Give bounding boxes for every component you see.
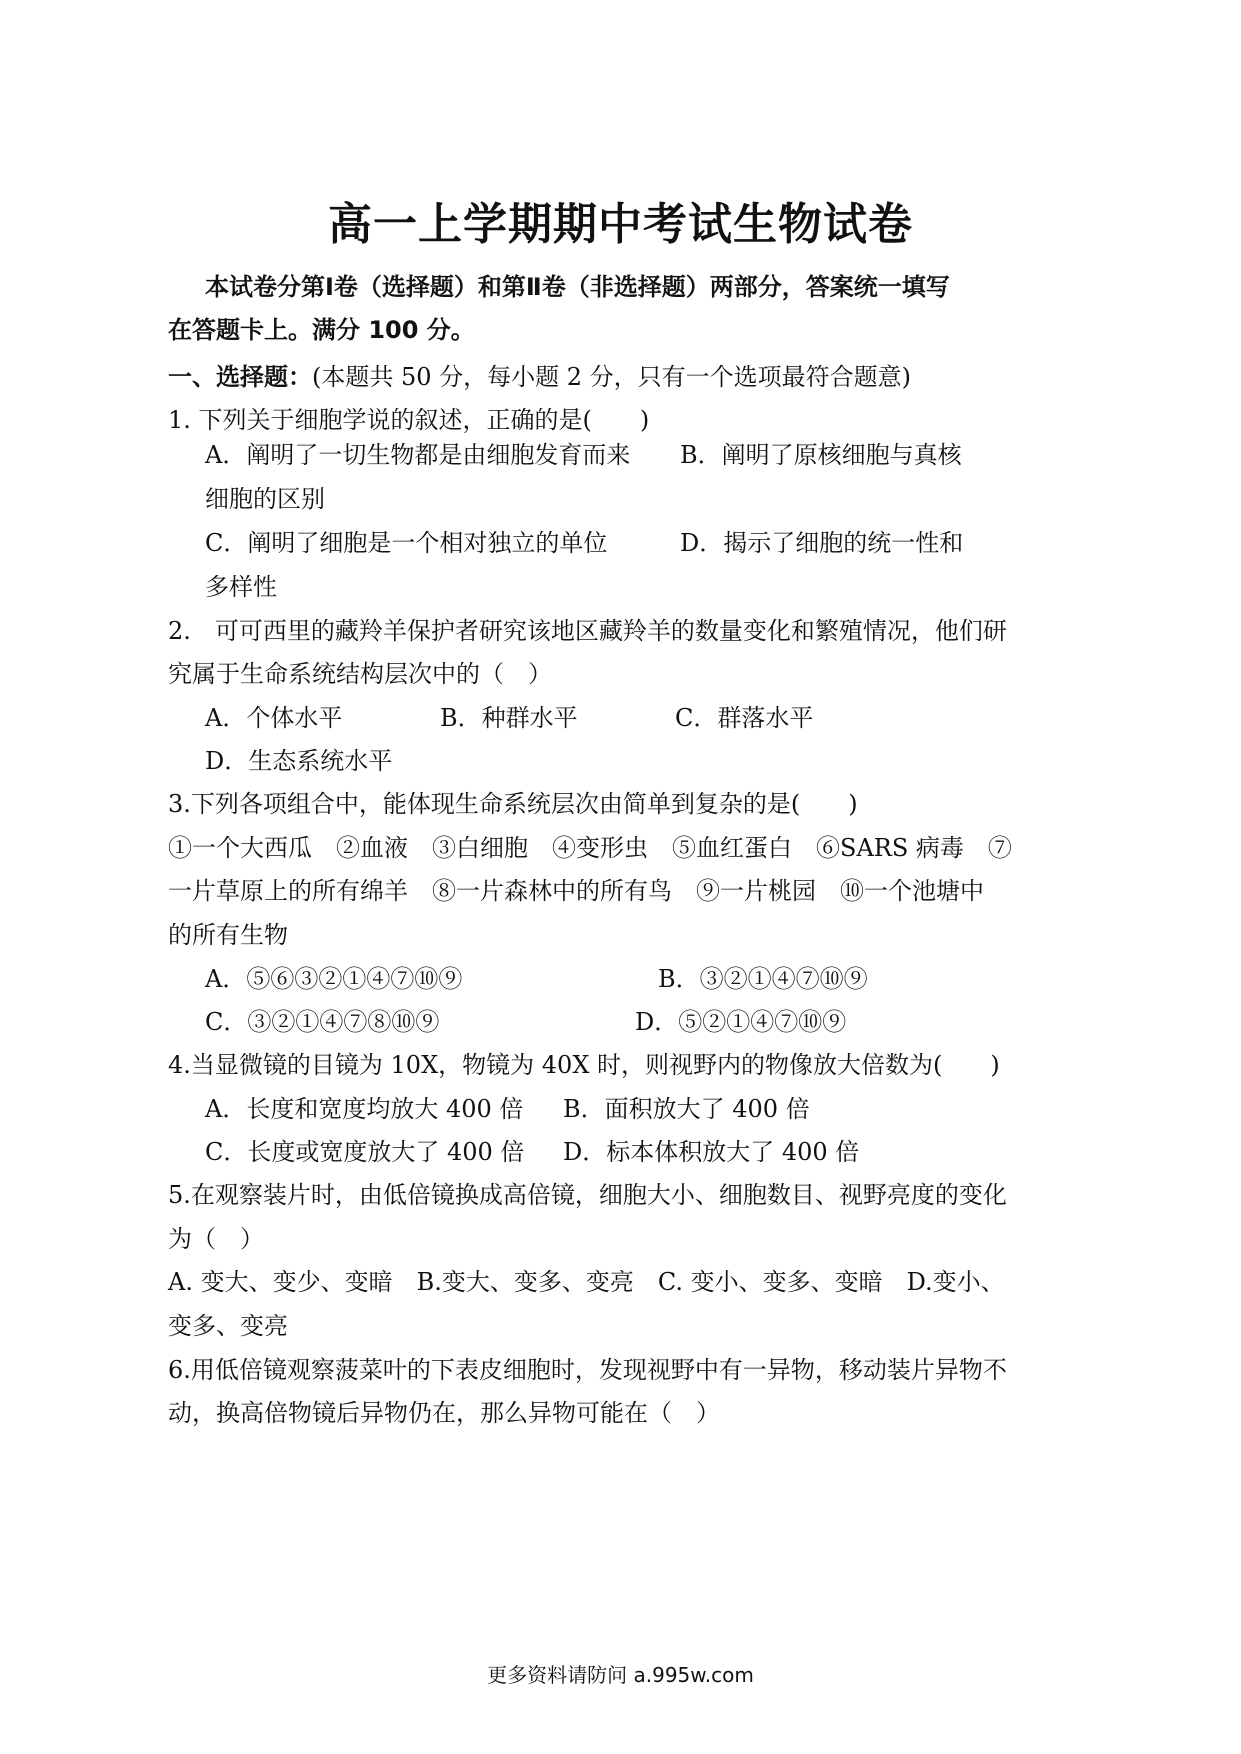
q3-stem-line-2: ①一个大西瓜 ②血液 ③白细胞 ④变形虫 ⑤血红蛋白 ⑥SARS 病毒 ⑦	[168, 834, 1012, 862]
q1-option-d: D．揭示了细胞的统一性和	[680, 529, 964, 557]
q3-stem-line-1: 3.下列各项组合中，能体现生命系统层次由简单到复杂的是( )	[168, 790, 858, 818]
q2-stem-line-2: 究属于生命系统结构层次中的（ ）	[168, 660, 552, 688]
q2-option-b: B．种群水平	[440, 704, 578, 732]
q3-stem-line-4: 的所有生物	[168, 921, 288, 949]
q1-stem: 1. 下列关于细胞学说的叙述，正确的是( )	[168, 406, 650, 434]
q3-stem-line-3: 一片草原上的所有绵羊 ⑧一片森林中的所有鸟 ⑨一片桃园 ⑩一个池塘中	[168, 877, 984, 905]
intro-line-2: 在答题卡上。满分 100 分。	[168, 316, 475, 344]
q5-stem-line-2: 为（ ）	[168, 1225, 264, 1253]
q4-stem: 4.当显微镜的目镜为 10X，物镜为 40X 时，则视野内的物像放大倍数为( )	[168, 1051, 1000, 1079]
footer-note: 更多资料请防问 a.995w.com	[487, 1663, 754, 1687]
q3-option-d: D．⑤②①④⑦⑩⑨	[635, 1008, 847, 1036]
q2-option-a: A．个体水平	[205, 704, 343, 732]
q3-option-b: B．③②①④⑦⑩⑨	[658, 965, 868, 993]
q5-stem-line-1: 5.在观察装片时，由低倍镜换成高倍镜，细胞大小、细胞数目、视野亮度的变化	[168, 1181, 1007, 1209]
q2-option-c: C．群落水平	[675, 704, 814, 732]
q3-option-c: C．③②①④⑦⑧⑩⑨	[205, 1008, 440, 1036]
q4-option-a: A．长度和宽度均放大 400 倍	[205, 1095, 524, 1123]
q1-option-b-cont: 细胞的区别	[205, 485, 325, 513]
q6-stem-line-2: 动，换高倍物镜后异物仍在，那么异物可能在（ ）	[168, 1399, 720, 1427]
q6-stem-line-1: 6.用低倍镜观察菠菜叶的下表皮细胞时，发现视野中有一异物，移动装片异物不	[168, 1356, 1007, 1384]
q4-option-b: B．面积放大了 400 倍	[563, 1095, 810, 1123]
q1-option-b: B．阐明了原核细胞与真核	[680, 441, 962, 469]
section-label: 一、选择题：	[168, 363, 312, 391]
q1-option-c: C．阐明了细胞是一个相对独立的单位	[205, 529, 608, 557]
q5-options-line-1: A. 变大、变少、变暗 B.变大、变多、变亮 C. 变小、变多、变暗 D.变小、	[168, 1268, 1005, 1296]
section-note: (本题共 50 分，每小题 2 分，只有一个选项最符合题意)	[312, 363, 912, 391]
q3-option-a: A．⑤⑥③②①④⑦⑩⑨	[205, 965, 463, 993]
q2-option-d: D．生态系统水平	[205, 747, 393, 775]
page-title: 高一上学期期中考试生物试卷	[328, 199, 913, 250]
q4-option-d: D．标本体积放大了 400 倍	[563, 1138, 860, 1166]
q1-option-a: A．阐明了一切生物都是由细胞发育而来	[205, 441, 631, 469]
q1-option-d-cont: 多样性	[205, 573, 277, 601]
q5-options-line-2: 变多、变亮	[168, 1312, 288, 1340]
q4-option-c: C．长度或宽度放大了 400 倍	[205, 1138, 525, 1166]
intro-line-1: 本试卷分第Ⅰ卷（选择题）和第Ⅱ卷（非选择题）两部分，答案统一填写	[205, 273, 950, 301]
q2-stem-line-1: 2. 可可西里的藏羚羊保护者研究该地区藏羚羊的数量变化和繁殖情况，他们研	[168, 617, 1007, 645]
section-heading	[168, 362, 911, 392]
